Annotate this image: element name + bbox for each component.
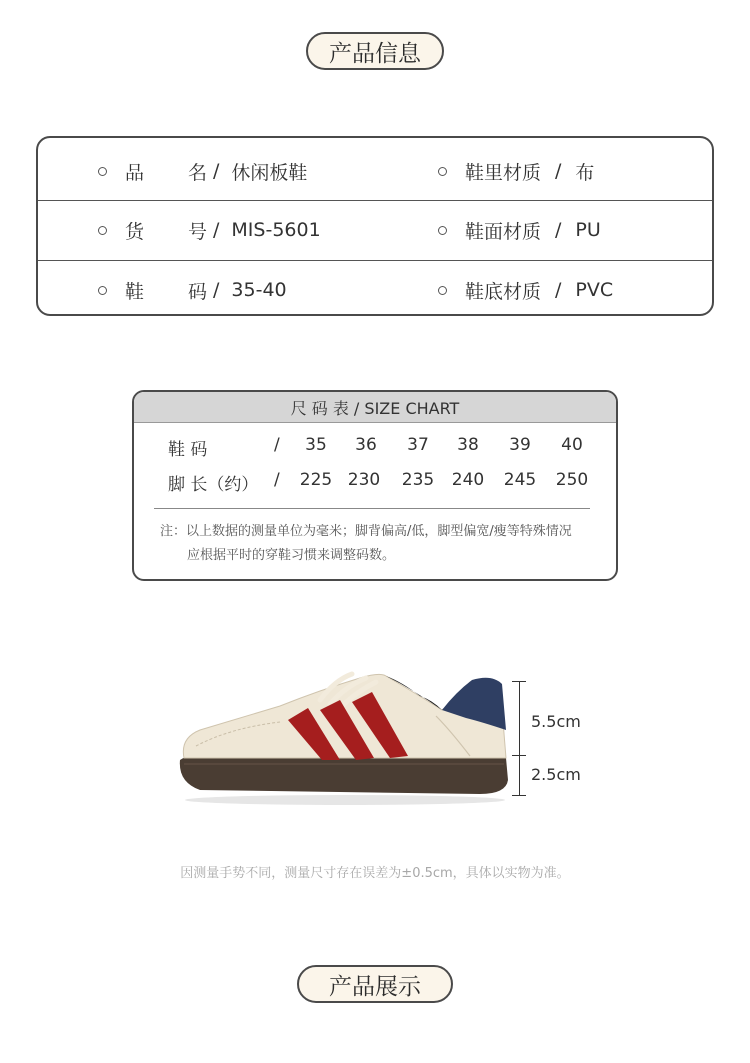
length-value: 230 xyxy=(347,470,381,490)
label-char: 名 xyxy=(187,161,207,184)
info-label xyxy=(125,217,207,244)
label-char: 号 xyxy=(187,220,207,243)
dimension-line xyxy=(519,681,520,796)
section-title-product-info xyxy=(306,32,444,70)
label-char: 品 xyxy=(125,161,145,184)
size-row-label: 鞋 码 xyxy=(168,440,208,460)
info-label xyxy=(125,158,207,185)
info-value: 布 xyxy=(575,161,595,184)
info-value: PU xyxy=(575,219,601,241)
size-chart-title: 尺 码 表 / SIZE CHART xyxy=(134,392,616,423)
size-note-line1: 注：以上数据的测量单位为毫米；脚背偏高/低，脚型偏宽/瘦等特殊情况 xyxy=(160,524,572,539)
shadow xyxy=(185,795,505,805)
info-label: 鞋面材质 xyxy=(465,220,542,243)
info-label: 鞋底材质 xyxy=(465,280,542,303)
size-value: 37 xyxy=(407,435,429,455)
bullet-icon xyxy=(438,226,447,235)
section-title-text: 产品展示 xyxy=(329,973,421,1000)
separator: / xyxy=(555,219,562,241)
measurement-disclaimer: 因测量手势不同，测量尺寸存在误差为±0.5cm，具体以实物为准。 xyxy=(180,866,570,881)
shoe-image xyxy=(170,660,530,810)
info-row xyxy=(38,260,712,315)
sole-height-label: 2.5cm xyxy=(531,765,581,784)
info-value: MIS-5601 xyxy=(231,219,321,241)
info-value: PVC xyxy=(575,279,614,301)
info-cell-sku xyxy=(98,201,398,259)
separator: / xyxy=(555,160,562,182)
section-title-text: 产品信息 xyxy=(329,40,421,67)
info-label xyxy=(125,277,207,304)
size-value: 35 xyxy=(305,435,327,455)
label-char: 鞋 xyxy=(125,280,145,303)
sneaker-illustration xyxy=(170,660,530,810)
info-row xyxy=(38,142,712,200)
length-row-label: 脚 长（约） xyxy=(168,475,259,495)
info-value: 休闲板鞋 xyxy=(231,161,308,184)
bullet-icon xyxy=(438,167,447,176)
size-chart xyxy=(132,390,618,581)
separator: / xyxy=(213,219,220,241)
bullet-icon xyxy=(98,226,107,235)
sole xyxy=(180,754,508,794)
info-cell-size xyxy=(98,261,398,316)
bullet-icon xyxy=(98,286,107,295)
size-value: 39 xyxy=(509,435,531,455)
bullet-icon xyxy=(438,286,447,295)
separator: / xyxy=(555,279,562,301)
info-cell-name xyxy=(98,142,398,200)
length-value: 245 xyxy=(503,470,537,490)
info-row xyxy=(38,200,712,259)
length-value: 240 xyxy=(451,470,485,490)
dimension-tick xyxy=(512,755,526,756)
size-value: 40 xyxy=(561,435,583,455)
product-info-table xyxy=(36,136,714,316)
info-label: 鞋里材质 xyxy=(465,161,542,184)
divider xyxy=(154,508,590,509)
info-cell-sole xyxy=(438,261,698,316)
bullet-icon xyxy=(98,167,107,176)
label-char: 码 xyxy=(187,280,207,303)
label-char: 货 xyxy=(125,220,145,243)
length-value: 235 xyxy=(401,470,435,490)
length-value: 250 xyxy=(555,470,589,490)
upper-height-label: 5.5cm xyxy=(531,712,581,731)
dimension-tick xyxy=(512,681,526,682)
dimension-tick xyxy=(512,795,526,796)
length-value: 225 xyxy=(299,470,333,490)
size-row-slash: / xyxy=(274,435,280,455)
length-row-slash: / xyxy=(274,470,280,490)
size-note-line2: 应根据平时的穿鞋习惯来调整码数。 xyxy=(187,548,396,563)
separator: / xyxy=(213,160,220,182)
size-value: 38 xyxy=(457,435,479,455)
info-cell-upper xyxy=(438,201,698,259)
separator: / xyxy=(213,279,220,301)
info-cell-lining xyxy=(438,142,698,200)
info-value: 35-40 xyxy=(231,279,287,301)
section-title-product-display xyxy=(297,965,453,1003)
size-value: 36 xyxy=(355,435,377,455)
